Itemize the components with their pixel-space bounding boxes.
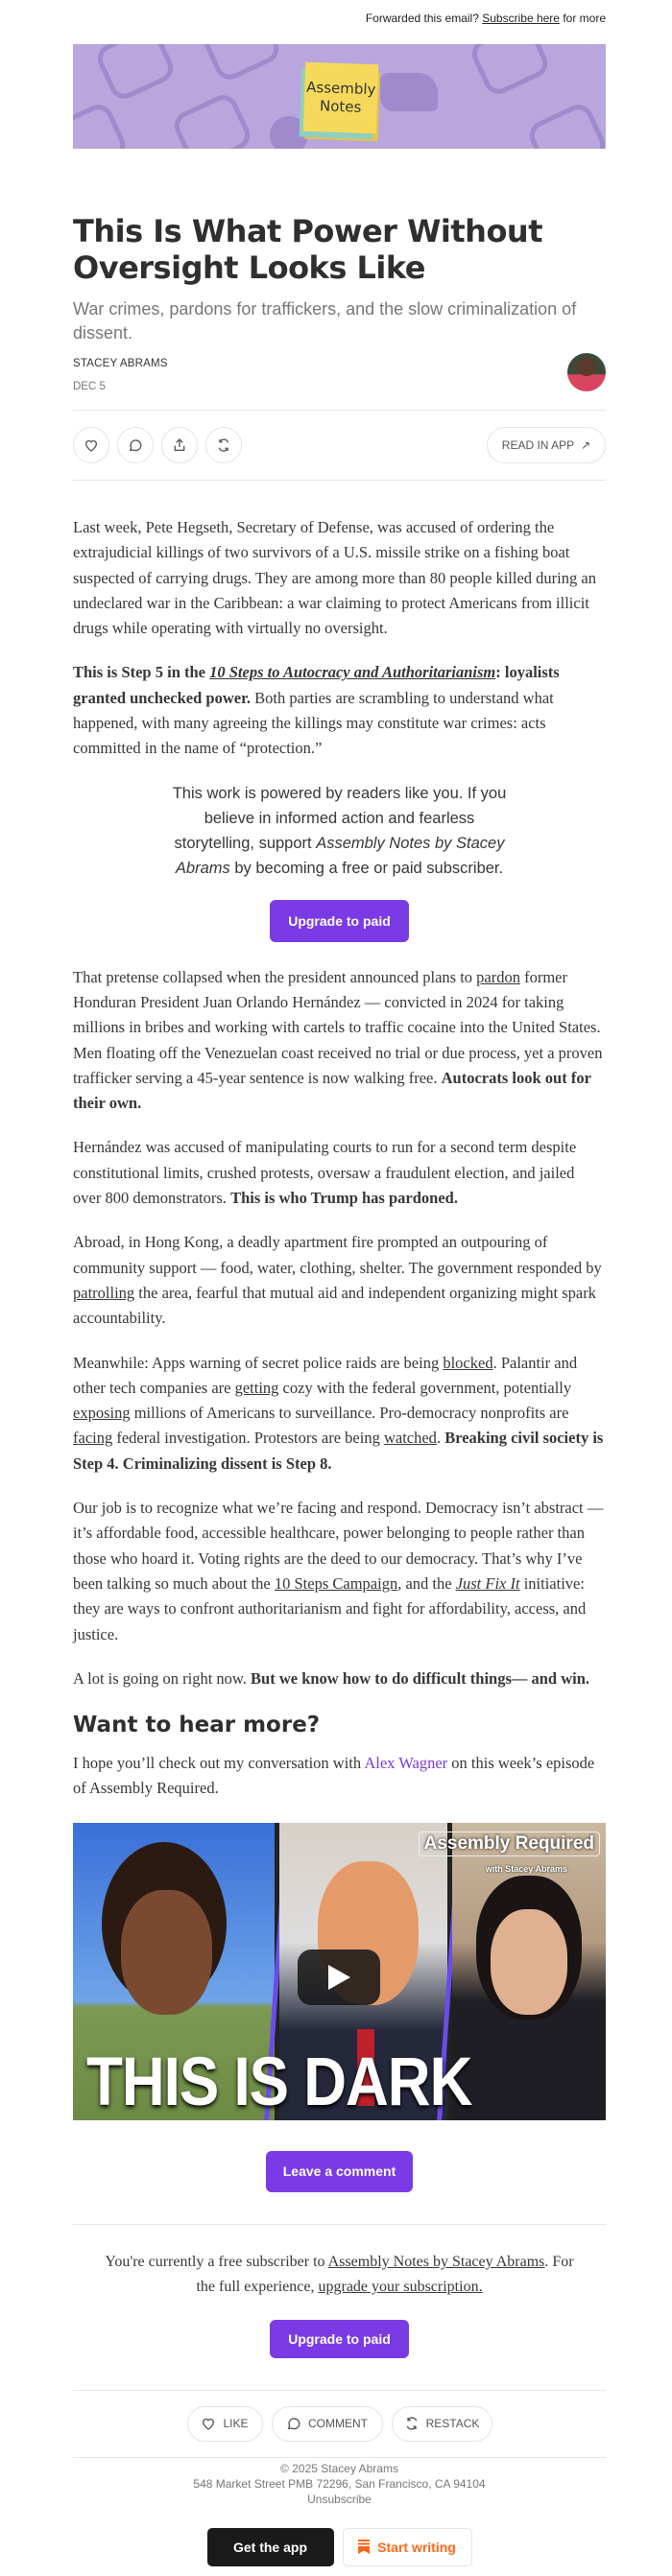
comment-label: COMMENT [308, 2417, 368, 2431]
text: You're currently a free subscriber to [105, 2253, 328, 2270]
section-heading: Want to hear more? [73, 1713, 321, 1738]
ballot-shape [170, 90, 255, 149]
like-pill-button[interactable] [187, 2406, 263, 2442]
share-icon [172, 437, 187, 453]
text: initiative: they are ways to confront authoritarianism and fight for affordability, access, and justice. [73, 1573, 587, 1643]
app-buttons-row [73, 2528, 606, 2566]
forwarded-suffix: for more [563, 12, 606, 25]
bold-text: This is Step 5 in the [73, 663, 210, 682]
divider [73, 410, 606, 411]
post-body-top [73, 481, 606, 762]
paragraph [73, 1135, 606, 1211]
text: Both parties are scrambling to understand what happened, with many agreeing the killings may constitute war crimes: acts committed in the name of “protection.” [73, 688, 554, 758]
divider [73, 2457, 606, 2458]
text: , and the [397, 1573, 456, 1593]
read-in-app-button[interactable] [487, 427, 606, 463]
restack-icon [404, 2416, 420, 2431]
email-container [73, 0, 606, 2576]
upgrade-subscription-link[interactable]: upgrade your subscription. [318, 2278, 483, 2295]
text: Abroad, in Hong Kong, a deadly apartment fire prompted an outpouring of community support — food, water, clothing, shelter. The government responded by [73, 1233, 602, 1277]
publication-banner[interactable] [73, 44, 606, 149]
subscribe-link[interactable]: Subscribe here [482, 12, 560, 25]
publication-link[interactable]: Assembly Notes by Stacey Abrams [327, 2253, 545, 2270]
thumbnail-face [121, 1890, 212, 2015]
alex-wagner-link[interactable]: Alex Wagner [364, 1754, 448, 1773]
show-subtitle: with Stacey Abrams [485, 1863, 567, 1874]
ten-steps-link[interactable]: 10 Steps to Autocracy and Authoritarianism [209, 663, 496, 682]
author-name[interactable]: STACEY ABRAMS [73, 358, 168, 369]
text: Hernández was accused of manipulating courts to run for a second term despite constitutional limits, crushed protests, oversaw a fraudulent election, and jailed over 800 demonstrators. [73, 1138, 577, 1208]
logo-text: Notes [319, 97, 362, 116]
post-date: DEC 5 [73, 381, 106, 392]
pardon-link[interactable]: pardon [476, 967, 520, 986]
paragraph [73, 965, 606, 1117]
ballot-shape [199, 44, 284, 84]
watched-link[interactable]: watched [383, 1429, 437, 1448]
arrow-up-right-icon: ↗ [581, 438, 591, 452]
text: . For the full experience, [196, 2253, 574, 2295]
text: millions of Americans to surveillance. Pro-democracy nonprofits are [130, 1404, 569, 1423]
unsubscribe-link[interactable]: Unsubscribe [307, 2492, 372, 2506]
divider [73, 2390, 606, 2391]
post-subtitle: War crimes, pardons for traffickers, and the slow criminalization of dissent. [73, 299, 577, 343]
heart-icon [201, 2416, 216, 2431]
substack-bookmark-icon [358, 2540, 370, 2554]
thumbnail-caption: THIS IS DARK [86, 2044, 472, 2120]
read-in-app-label: READ IN APP [501, 438, 575, 452]
comment-pill-button[interactable] [272, 2406, 383, 2442]
text: federal investigation. Protestors are being [112, 1429, 384, 1448]
start-writing-button[interactable] [343, 2528, 472, 2566]
bold-text: : loyalists granted unchecked power. [73, 663, 560, 707]
logo-text: Assembly [305, 78, 376, 99]
text: cozy with the federal government, potentially [278, 1378, 572, 1397]
share-button[interactable] [161, 427, 198, 463]
paragraph [73, 1666, 606, 1691]
play-icon [326, 1964, 351, 1991]
text: the area, fearful that mutual aid and independent organizing might spark accountability. [73, 1283, 596, 1328]
reaction-row [73, 2406, 606, 2442]
facing-link[interactable]: facing [73, 1429, 113, 1448]
ballot-shape [468, 44, 553, 99]
text: . Palantir and other tech companies are [73, 1353, 578, 1397]
text: That pretense collapsed when the president announced plans to [73, 967, 477, 986]
text: I hope you’ll check out my conversation with [73, 1754, 365, 1773]
divider [73, 2224, 606, 2225]
leave-comment-button[interactable]: Leave a comment [266, 2151, 413, 2192]
paragraph [73, 1230, 606, 1331]
text: This work is powered by readers like you. If you believe in informed action and fearless storytelling, support [172, 784, 507, 852]
video-thumbnail[interactable] [73, 1823, 606, 2120]
text: A lot is going on right now. [73, 1668, 252, 1688]
restack-icon [216, 437, 231, 453]
text: by becoming a free or paid subscriber. [229, 859, 504, 877]
paragraph [73, 660, 606, 761]
usa-map-shape [380, 73, 438, 111]
get-the-app-button[interactable]: Get the app [207, 2528, 334, 2566]
paragraph [73, 1351, 606, 1477]
blocked-link[interactable]: blocked [443, 1353, 493, 1372]
ballot-shape [525, 100, 606, 149]
exposing-link[interactable]: exposing [73, 1404, 131, 1423]
text: Our job is to recognize what we’re facing and respond. Democracy isn’t abstract — it’s affordable food, accessible healthcare, power belonging to people rather than those who hoard it. Voting rights are the deed to our democracy. That’s why I’ve been talking so much about the [73, 1499, 604, 1593]
text: former Honduran President Juan Orlando Hernández — convicted in 2024 for taking millions in bribes and working with cartels to traffic cocaine into the United States. Men floating off the Venezuelan coast received no trial or due process, yet a proven trafficker serving a 45-year sentence is now walking free. [73, 967, 603, 1087]
bold-text: But we know how to do difficult things— and win. [251, 1668, 590, 1688]
ten-steps-campaign-link[interactable]: 10 Steps Campaign [274, 1573, 398, 1593]
post-body-end [73, 1751, 606, 1802]
paragraph [73, 1751, 606, 1802]
checkbox-shape [93, 44, 179, 104]
restack-pill-button[interactable] [392, 2406, 492, 2442]
bold-text: Autocrats look out for their own. [73, 1068, 591, 1113]
avatar[interactable] [567, 353, 606, 391]
upgrade-to-paid-button-footer[interactable]: Upgrade to paid [270, 2320, 409, 2358]
start-writing-label: Start writing [377, 2539, 456, 2555]
just-fix-it-link[interactable]: Just Fix It [455, 1573, 520, 1593]
show-title: Assembly Required [419, 1832, 600, 1856]
forwarded-text: Forwarded this email? [365, 12, 479, 25]
address: 548 Market Street PMB 72296, San Francisco, CA 94104 [193, 2476, 486, 2491]
patrolling-link[interactable]: patrolling [73, 1283, 135, 1302]
text: Meanwhile: Apps warning of secret police raids are being [73, 1353, 444, 1372]
restack-button[interactable] [205, 427, 242, 463]
copyright: © 2025 Stacey Abrams [280, 2461, 398, 2475]
comment-icon [128, 437, 143, 453]
post-title: This Is What Power Without Oversight Looks Like [73, 213, 542, 286]
like-label: LIKE [223, 2417, 249, 2431]
bold-text: Breaking civil society is Step 4. Criminalizing dissent is Step 8. [73, 1429, 604, 1473]
upgrade-to-paid-button[interactable]: Upgrade to paid [270, 900, 409, 942]
forwarded-notice [73, 11, 606, 26]
subscribe-promo [73, 781, 606, 881]
paragraph [73, 1496, 606, 1647]
assembly-notes-logo [303, 62, 378, 134]
action-bar [73, 427, 606, 463]
subscription-notice [73, 2250, 606, 2300]
bold-text: This is who Trump has pardoned. [230, 1189, 458, 1208]
paragraph: Last week, Pete Hegseth, Secretary of Defense, was accused of ordering the extrajudicial killings of two survivors of a U.S. missile strike on a fishing boat suspected of carrying drugs. They are among more than 80 people killed during an undeclared war in the Caribbean: a war claiming to protect Americans from illicit drugs while operating with virtually no oversight. [73, 518, 596, 638]
text: on this week’s episode of Assembly Required. [73, 1754, 595, 1798]
thumbnail-face [491, 1909, 567, 2015]
post-body-main [73, 965, 606, 1691]
getting-link[interactable]: getting [234, 1378, 279, 1397]
publication-name: Assembly Notes by Stacey Abrams [175, 834, 505, 877]
like-button[interactable] [73, 427, 109, 463]
restack-label: RESTACK [425, 2417, 480, 2431]
comment-button[interactable] [117, 427, 154, 463]
ballot-shape [73, 100, 130, 149]
apple-shape [270, 116, 308, 149]
post-meta [73, 353, 606, 397]
play-button[interactable] [298, 1950, 380, 2005]
text: . [436, 1429, 445, 1448]
comment-icon [286, 2416, 301, 2431]
heart-icon [84, 437, 99, 453]
